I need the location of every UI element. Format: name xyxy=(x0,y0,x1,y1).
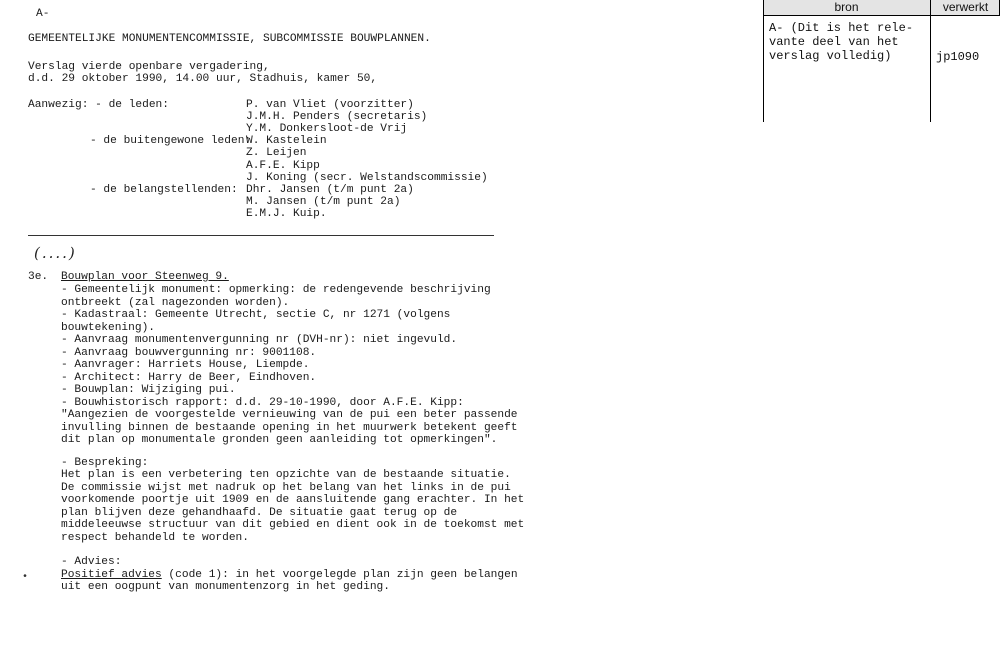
bron-line-2: vante deel van het xyxy=(769,35,899,49)
ellipsis-note: (....) xyxy=(34,244,77,262)
source-table xyxy=(763,0,1000,122)
meeting-line-2: d.d. 29 oktober 1990, 14.00 uur, Stadhuis, kamer 50, xyxy=(28,73,378,85)
header-code: A- xyxy=(36,8,50,20)
bespreking-line: voorkomende poortje uit 1909 en de aansluitende gang erachter. In het xyxy=(61,494,525,506)
attendance-name: J. Koning (secr. Welstandscommissie) xyxy=(246,171,488,184)
divider-rule xyxy=(28,235,494,236)
attendance-label: Aanwezig: - de leden: xyxy=(28,99,169,111)
table-border-left xyxy=(763,0,764,122)
item-line: ontbreekt (zal nagezonden worden). xyxy=(61,296,290,309)
attendance-name: E.M.J. Kuip. xyxy=(246,207,327,220)
verwerkt-value: jp1090 xyxy=(936,50,980,64)
bespreking-line: plan blijven deze gehandhaafd. De situatie gaat terug op de xyxy=(61,506,458,519)
item-line: "Aangezien de voorgestelde vernieuwing van de pui een beter passende xyxy=(61,409,518,421)
stray-mark: • xyxy=(22,572,29,583)
advies-heading: - Advies: xyxy=(61,556,122,568)
item-line: - Aanvrager: Harriets House, Liempde. xyxy=(61,359,310,371)
bron-line-3: verslag volledig) xyxy=(769,49,892,63)
item-title: Bouwplan voor Steenweg 9. xyxy=(61,271,229,283)
attendance-name: Dhr. Jansen (t/m punt 2a) xyxy=(246,183,414,196)
attendance-name: Y.M. Donkersloot-de Vrij xyxy=(246,123,408,136)
item-line: dit plan op monumentale gronden geen aanleiding tot opmerkingen". xyxy=(61,434,498,446)
column-header-bron: bron xyxy=(763,0,930,16)
advies-line-2: uit een oogpunt van monumentenzorg in het geding. xyxy=(61,581,390,593)
document-title: GEMEENTELIJKE MONUMENTENCOMMISSIE, SUBCOMMISSIE BOUWPLANNEN. xyxy=(28,33,431,45)
item-line: - Aanvraag monumentenvergunning nr (DVH-nr): niet ingevuld. xyxy=(61,334,458,346)
bespreking-line: Het plan is een verbetering ten opzichte van de bestaande situatie. xyxy=(61,469,511,481)
attendance-name: Z. Leijen xyxy=(246,147,307,160)
bespreking-line: De commissie wijst met nadruk op het belang van het links in de pui xyxy=(61,481,511,494)
item-line: bouwtekening). xyxy=(61,321,155,334)
bespreking-line: respect behandeld te worden. xyxy=(61,531,249,544)
attendance-label: - de belangstellenden: xyxy=(90,183,238,196)
bron-line-1: A- (Dit is het rele- xyxy=(769,21,914,35)
attendance-name: P. van Vliet (voorzitter) xyxy=(246,99,414,111)
meeting-line-1: Verslag vierde openbare vergadering, xyxy=(28,61,270,73)
attendance-name: W. Kastelein xyxy=(246,135,327,148)
advies-line-1 xyxy=(61,569,518,581)
advies-rest: (code 1): in het voorgelegde plan zijn geen belangen xyxy=(161,569,518,581)
advies-underlined: Positief advies xyxy=(61,569,162,581)
bespreking-heading: - Bespreking: xyxy=(61,457,149,469)
item-line: - Kadastraal: Gemeente Utrecht, sectie C, nr 1271 (volgens xyxy=(61,309,451,321)
item-line: - Bouwhistorisch rapport: d.d. 29-10-1990, door A.F.E. Kipp: xyxy=(61,396,464,409)
item-line: - Architect: Harry de Beer, Eindhoven. xyxy=(61,371,317,384)
item-line: - Bouwplan: Wijziging pui. xyxy=(61,384,236,396)
table-column-divider xyxy=(930,0,931,122)
item-number: 3e. xyxy=(28,271,49,283)
attendance-label: - de buitengewone leden: xyxy=(90,135,252,148)
attendance-name: J.M.H. Penders (secretaris) xyxy=(246,111,428,124)
column-header-verwerkt: verwerkt xyxy=(931,0,1000,16)
bespreking-line: middeleeuwse structuur van dit gebied en dient ook in de toekomst met xyxy=(61,519,525,531)
item-line: - Gemeentelijk monument: opmerking: de redengevende beschrijving xyxy=(61,284,491,296)
item-line: - Aanvraag bouwvergunning nr: 9001108. xyxy=(61,346,317,359)
attendance-name: A.F.E. Kipp xyxy=(246,159,320,172)
attendance-name: M. Jansen (t/m punt 2a) xyxy=(246,195,401,208)
item-line: invulling binnen de bestaande opening in het muurwerk betekent geeft xyxy=(61,421,518,434)
